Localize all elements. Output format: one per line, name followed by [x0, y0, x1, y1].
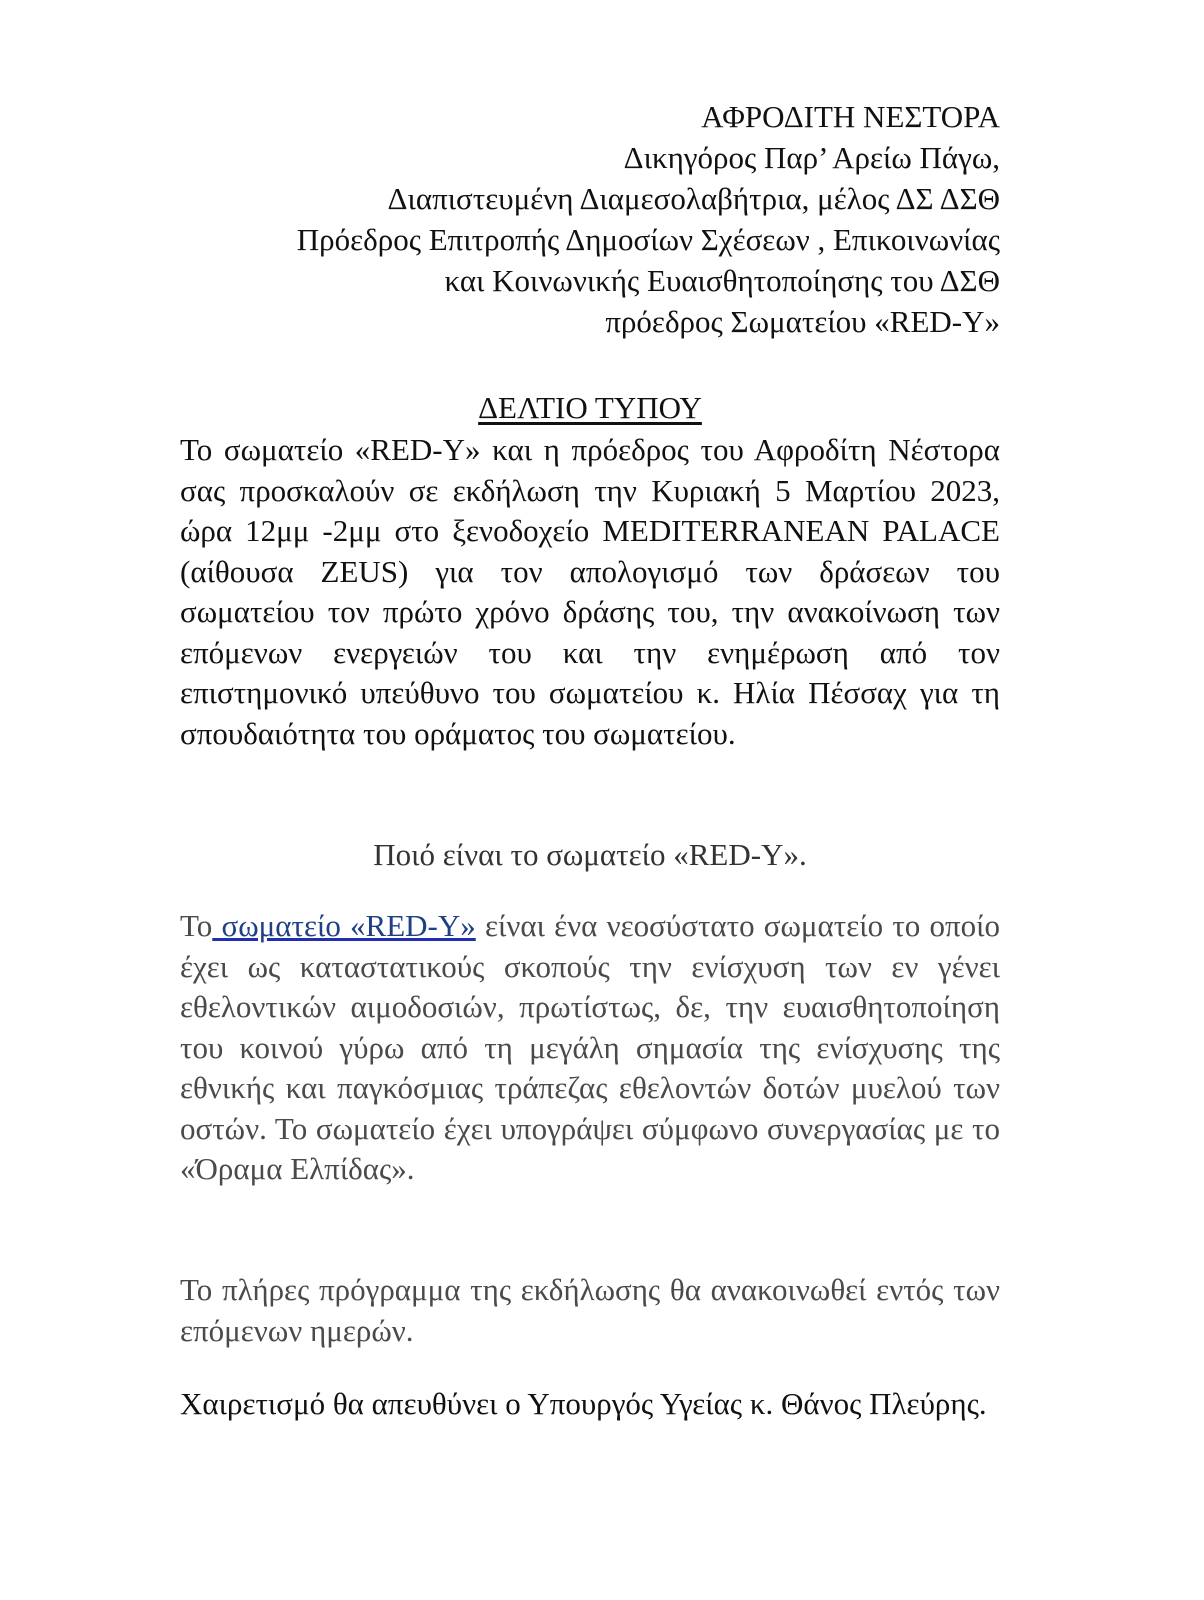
sender-header	[160, 96, 1000, 342]
press-release-title	[180, 388, 1000, 428]
sender-title-lawyer: Δικηγόρος Παρ’ Αρείω Πάγω,	[623, 140, 1000, 175]
program-paragraph: Το πλήρες πρόγραμμα της εκδήλωσης θα ανακοινωθεί εντός των επόμενων ημερών.	[180, 1272, 1000, 1348]
sender-title-committee-cont: και Κοινωνικής Ευαισθητοποίησης του ΔΣΘ	[444, 263, 1000, 298]
about-paragraph	[180, 906, 1000, 1190]
sender-title-president: πρόεδρος Σωματείου «RED-Y»	[605, 304, 1000, 339]
sender-title-mediator: Διαπιστευμένη Διαμεσολαβήτρια, μέλος ΔΣ ΔΣΘ	[387, 181, 1000, 216]
sender-name: ΑΦΡΟΔΙΤΗ ΝΕΣΤΟΡΑ	[701, 99, 1000, 134]
title-text: ΔΕΛΤΙΟ ΤΥΠΟΥ	[478, 390, 702, 425]
section-subheading: Ποιό είναι το σωματείο «RED-Y».	[373, 837, 807, 872]
about-body: είναι ένα νεοσύστατο σωματείο το οποίο έχει ως καταστατικούς σκοπούς την ενίσχυση των εν γένει εθελοντικών αιμοδοσιών, πρωτίστως, δε, την ευαισθητοποίηση του κοινού γύρω από τη μεγάλη σημασία της ενίσχυσης της εθνικής και παγκόσμιας τράπεζας εθελοντών δοτών μυελού των οστών. Το σωματείο έχει υπογράψει σύμφωνο συνεργασίας με το «Όραμα Ελπίδας».	[180, 908, 1000, 1186]
sender-title-committee: Πρόεδρος Επιτροπής Δημοσίων Σχέσεων , Επικοινωνίας	[296, 222, 1000, 257]
greeting-paragraph: Χαιρετισμό θα απευθύνει ο Υπουργός Υγείας κ. Θάνος Πλεύρης.	[180, 1386, 987, 1421]
about-prefix: Το	[180, 908, 213, 943]
invitation-paragraph: Το σωματείο «RED-Y» και η πρόεδρος του Αφροδίτη Νέστορα σας προσκαλούν σε εκδήλωση την Κυριακή 5 Μαρτίου 2023, ώρα 12μμ -2μμ στο ξενοδοχείο MEDITERRANEAN PALACE (αίθουσα ZEUS) για τον απολογισμό των δράσεων του σωματείου τον πρώτο χρόνο δράσης του, την ανακοίνωση των επόμενων ενεργειών του και την ενημέρωση από τον επιστημονικό υπεύθυνο του σωματείου κ. Ηλία Πέσσαχ για τη σπουδαιότητα του οράματος του σωματείου.	[180, 432, 1000, 751]
association-link[interactable]: σωματείο «RED-Y»	[212, 908, 476, 943]
